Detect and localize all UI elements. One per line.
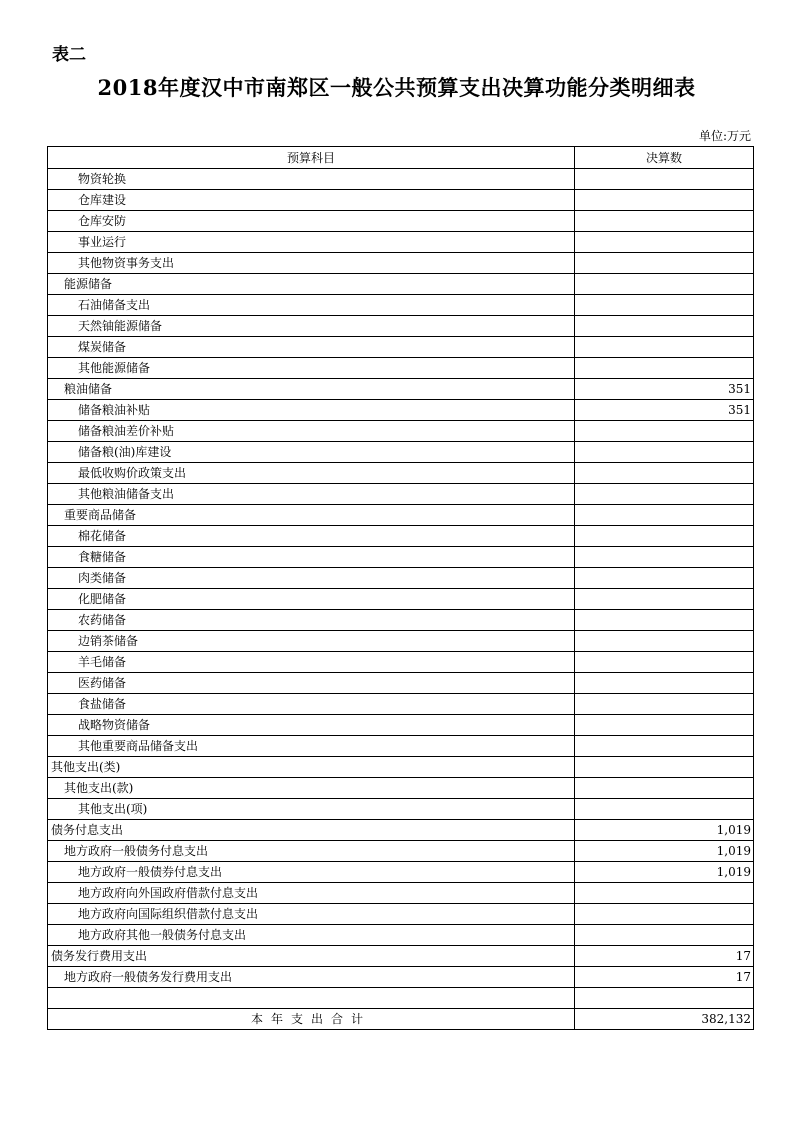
budget-item-name: 天然铀能源储备 [48,316,575,337]
budget-item-name: 羊毛储备 [48,652,575,673]
table-row [48,589,754,610]
budget-item-name: 地方政府一般债务付息支出 [48,841,575,862]
table-row [48,442,754,463]
budget-item-value [575,610,754,631]
budget-item-name: 其他重要商品储备支出 [48,736,575,757]
budget-item-name: 食盐储备 [48,694,575,715]
page-title: 2018年度汉中市南郑区一般公共预算支出决算功能分类明细表 [97,75,696,100]
budget-item-name: 肉类储备 [48,568,575,589]
budget-item-value [575,631,754,652]
table-header-row [48,147,754,169]
table-row [48,736,754,757]
budget-item-name: 储备粮油差价补贴 [48,421,575,442]
budget-item-value [575,295,754,316]
table-row [48,316,754,337]
table-row [48,652,754,673]
budget-item-value [575,568,754,589]
budget-item-value: 1,019 [575,841,754,862]
budget-item-name: 债务付息支出 [48,820,575,841]
header-final-amount: 决算数 [575,147,754,169]
budget-item-name: 棉花储备 [48,526,575,547]
budget-item-name: 物资轮换 [48,169,575,190]
table-row [48,883,754,904]
budget-item-name: 医药储备 [48,673,575,694]
table-row [48,631,754,652]
budget-item-value [575,883,754,904]
header-budget-item: 预算科目 [48,147,575,169]
budget-item-value: 351 [575,400,754,421]
budget-item-value: 1,019 [575,862,754,883]
budget-item-name: 其他能源储备 [48,358,575,379]
budget-item-value [575,799,754,820]
table-row [48,904,754,925]
table-row [48,610,754,631]
budget-item-value [575,463,754,484]
budget-item-value [575,232,754,253]
budget-item-name: 地方政府一般债券付息支出 [48,862,575,883]
budget-item-name: 地方政府向外国政府借款付息支出 [48,883,575,904]
budget-item-value [575,253,754,274]
table-row [48,757,754,778]
table-row [48,400,754,421]
budget-item-value [575,757,754,778]
budget-item-name: 储备粮(油)库建设 [48,442,575,463]
budget-item-value [575,736,754,757]
budget-item-value [575,547,754,568]
table-row [48,463,754,484]
budget-item-name: 仓库安防 [48,211,575,232]
table-row [48,967,754,988]
budget-item-value [575,316,754,337]
table-row [48,337,754,358]
budget-item-value [575,694,754,715]
table-number-label: 表二 [52,45,86,65]
table-row [48,547,754,568]
budget-item-name: 地方政府向国际组织借款付息支出 [48,904,575,925]
budget-item-value [575,526,754,547]
budget-item-value [575,211,754,232]
budget-item-name: 重要商品储备 [48,505,575,526]
total-row [48,1009,754,1030]
budget-item-name: 化肥储备 [48,589,575,610]
table-row [48,694,754,715]
budget-item-value [575,190,754,211]
table-row [48,484,754,505]
budget-item-name: 能源储备 [48,274,575,295]
budget-item-value [575,589,754,610]
table-row [48,862,754,883]
total-label: 本年支出合计 [48,1009,575,1030]
budget-item-name: 地方政府一般债务发行费用支出 [48,967,575,988]
budget-item-value [575,442,754,463]
table-row [48,799,754,820]
budget-item-name: 其他支出(款) [48,778,575,799]
table-row [48,232,754,253]
table-row [48,778,754,799]
budget-item-value: 351 [575,379,754,400]
table-row [48,295,754,316]
budget-item-name [48,988,575,1009]
budget-item-value [575,505,754,526]
table-row [48,925,754,946]
budget-item-name: 仓库建设 [48,190,575,211]
table-row [48,253,754,274]
budget-item-name: 事业运行 [48,232,575,253]
budget-item-name: 其他支出(类) [48,757,575,778]
budget-item-name: 债务发行费用支出 [48,946,575,967]
table-row [48,169,754,190]
budget-item-value [575,925,754,946]
table-row [48,841,754,862]
budget-item-value [575,169,754,190]
budget-item-name: 煤炭储备 [48,337,575,358]
budget-item-name: 最低收购价政策支出 [48,463,575,484]
table-row [48,190,754,211]
table-row [48,946,754,967]
table-row [48,820,754,841]
budget-item-value [575,421,754,442]
budget-item-value [575,715,754,736]
budget-item-name: 边销茶储备 [48,631,575,652]
budget-item-value [575,988,754,1009]
budget-item-value: 1,019 [575,820,754,841]
budget-item-name: 食糖储备 [48,547,575,568]
budget-item-value [575,337,754,358]
budget-item-value [575,652,754,673]
budget-item-name: 其他物资事务支出 [48,253,575,274]
table-row [48,358,754,379]
budget-item-value: 17 [575,946,754,967]
budget-item-name: 其他支出(项) [48,799,575,820]
table-row [48,568,754,589]
table-row [48,274,754,295]
expenditure-table [47,146,754,1030]
table-row [48,715,754,736]
table-row [48,988,754,1009]
budget-item-name: 农药储备 [48,610,575,631]
budget-item-name: 战略物资储备 [48,715,575,736]
total-value: 382,132 [575,1009,754,1030]
table-row [48,673,754,694]
table-row [48,505,754,526]
table-row [48,421,754,442]
budget-item-value [575,778,754,799]
budget-item-value [575,484,754,505]
table-row [48,526,754,547]
table-row [48,379,754,400]
budget-item-name: 地方政府其他一般债务付息支出 [48,925,575,946]
unit-label: 单位:万元 [698,129,751,143]
budget-item-value: 17 [575,967,754,988]
budget-item-name: 储备粮油补贴 [48,400,575,421]
budget-item-value [575,274,754,295]
table-body [48,169,754,1009]
budget-item-value [575,358,754,379]
budget-item-name: 其他粮油储备支出 [48,484,575,505]
budget-item-name: 粮油储备 [48,379,575,400]
budget-item-name: 石油储备支出 [48,295,575,316]
budget-item-value [575,673,754,694]
budget-item-value [575,904,754,925]
table-row [48,211,754,232]
